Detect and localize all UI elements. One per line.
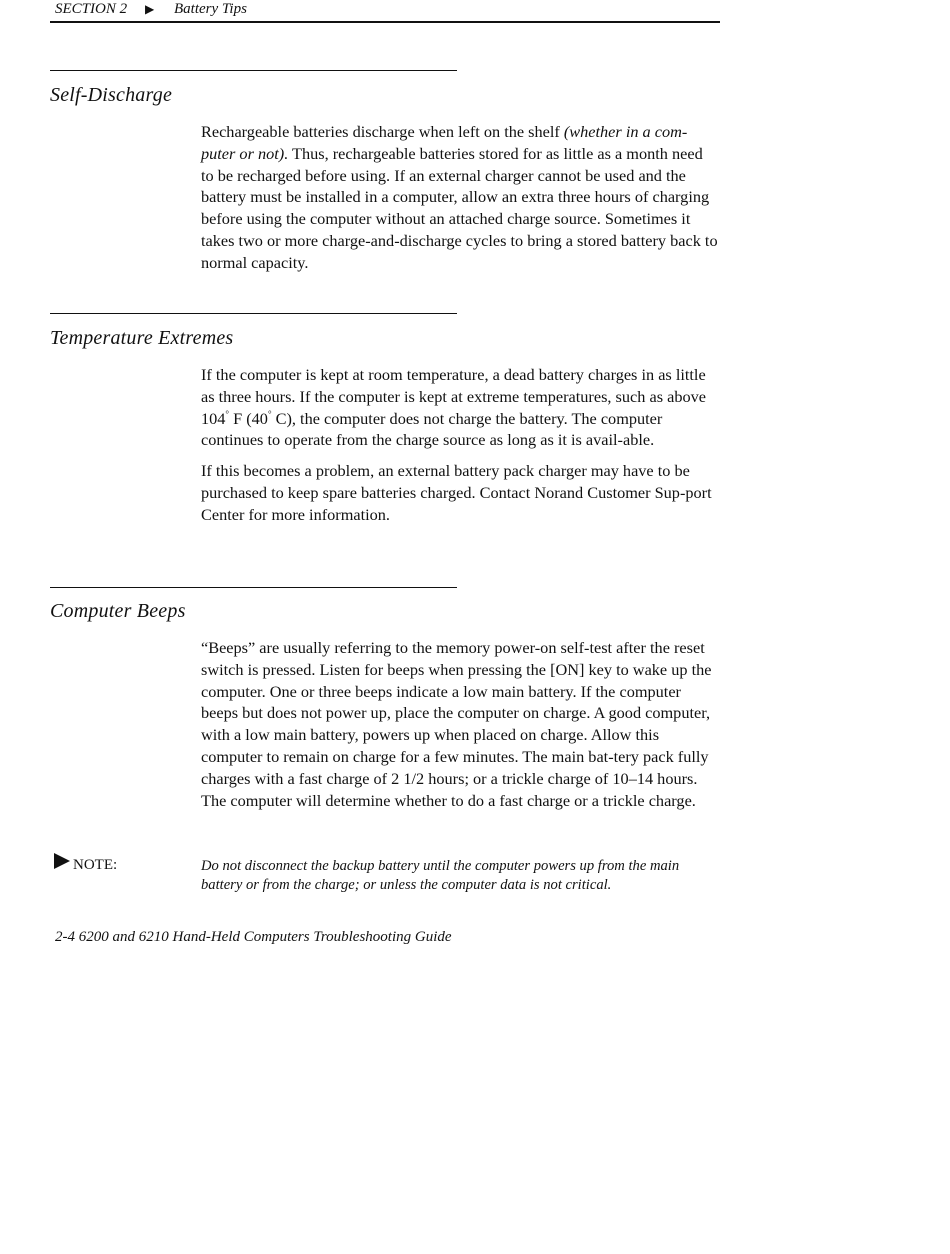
text-run: Rechargeable batteries discharge when left on the shelf xyxy=(201,122,564,141)
text-run: C), the computer does not charge the battery. The computer continues to operate from the charge source as long as it is avail-able. xyxy=(201,408,663,450)
running-header xyxy=(50,0,720,23)
note-label: NOTE: xyxy=(73,857,118,873)
heading-temperature-extremes: Temperature Extremes xyxy=(50,327,234,349)
computer-beeps-paragraph: “Beeps” are usually referring to the memory power-on self-test after the reset switch is pressed. Listen for beeps when pressing the [ON] key to wake up the computer. One or three beeps indicate a low main battery. If the computer beeps but does not power up, place the computer on charge. A good computer, with a low main battery, powers up when placed on charge. Allow this computer to remain on charge for a few minutes. The main bat-tery pack fully charges with a fast charge of 2 1/2 hours; or a trickle charge of 10–14 hours. The computer will determine whether to do a fast charge or a trickle charge. xyxy=(201,638,712,810)
text-run: F (40 xyxy=(229,408,268,428)
page-footer: 2-4 6200 and 6210 Hand-Held Computers Troubleshooting Guide xyxy=(55,929,452,945)
degree-symbol: ° xyxy=(225,408,230,419)
heading-computer-beeps: Computer Beeps xyxy=(50,600,186,622)
heading-self-discharge: Self-Discharge xyxy=(50,84,173,106)
section-divider xyxy=(50,313,457,314)
right-triangle-icon: ▶ xyxy=(145,2,155,16)
temperature-extremes-body xyxy=(201,364,719,526)
header-section: SECTION 2 xyxy=(55,1,128,17)
self-discharge-paragraph xyxy=(201,121,719,274)
italic-text-run: (whether in a com-puter or not). xyxy=(201,122,688,163)
note-text: Do not disconnect the backup battery until the computer powers up from the main battery or from the charge; or unless the computer data is not critical. xyxy=(201,858,680,893)
header-title: Battery Tips xyxy=(174,1,247,17)
temperature-paragraph-2: If this becomes a problem, an external battery pack charger may have to be purchased to keep spare batteries charged. Contact Norand Customer Sup-port Center for more information. xyxy=(201,461,712,524)
degree-symbol: ° xyxy=(267,408,272,419)
temperature-paragraph-1 xyxy=(201,364,719,451)
text-run: If the computer is kept at room temperature, a dead battery charges in as little as three hours. If the computer is kept at extreme temperatures, such as above 104 xyxy=(201,365,706,428)
section-divider xyxy=(50,587,457,588)
note-arrow-icon xyxy=(54,853,70,869)
section-divider xyxy=(50,70,457,71)
text-run: Thus, rechargeable batteries stored for as little as a month need to be recharged before using. If an external charger cannot be used and the battery must be installed in a computer, allow an extra three hours of charging before using the computer without an attached charge source. Sometimes it takes two or more charge-and-discharge cycles to bring a stored battery back to normal capacity. xyxy=(201,143,718,272)
computer-beeps-body xyxy=(201,637,719,811)
self-discharge-body xyxy=(201,121,719,274)
